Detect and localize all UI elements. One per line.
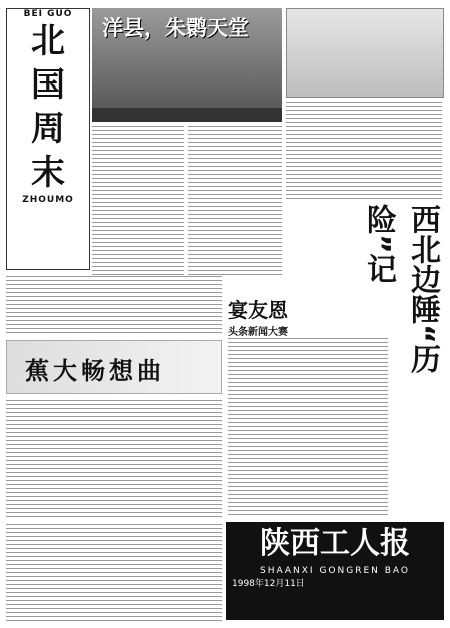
masthead: [6, 8, 90, 270]
article-column: [286, 102, 442, 202]
contest-box: [228, 294, 328, 338]
article-column: [6, 524, 222, 622]
crane-photo: [286, 8, 444, 98]
hero-headline: 洋县，朱鹮天堂: [102, 16, 249, 40]
contest-title: 宴友恩: [228, 298, 288, 322]
article-column: [92, 126, 184, 276]
masthead-char: 北: [31, 21, 65, 61]
photo-feature-title: 蕉大畅想曲: [25, 357, 165, 385]
photo-feature: [6, 340, 222, 394]
masthead-latin-top: BEI GUO: [23, 9, 73, 19]
article-column: [228, 338, 388, 518]
hero-photo: [92, 8, 282, 108]
article-column: [6, 276, 222, 336]
masthead-char: 国: [31, 65, 65, 105]
footer-masthead-title: 陕西工人报: [260, 526, 410, 561]
hero-caption-bar: [92, 108, 282, 122]
article-column: [6, 400, 222, 520]
article-column: [188, 126, 282, 276]
footer-masthead-latin: SHAANXI GONGREN BAO: [259, 566, 410, 576]
sidebar-feature-title: 西北边陲“历险”记: [361, 204, 440, 374]
footer-masthead: [226, 522, 444, 620]
issue-date: 1998年12月11日: [232, 579, 305, 589]
masthead-latin-bottom: ZHOUMO: [22, 195, 74, 205]
contest-subtitle: 头条新闻大赛: [228, 327, 288, 338]
masthead-char: 周: [31, 109, 65, 149]
masthead-char: 末: [31, 153, 65, 193]
